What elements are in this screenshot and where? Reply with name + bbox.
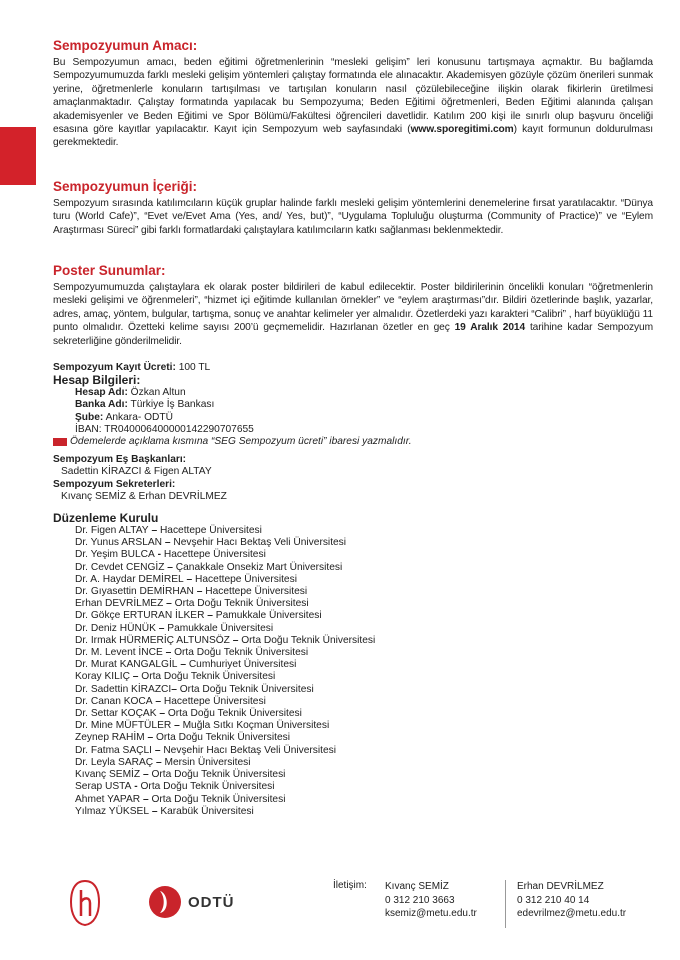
member-institution: Orta Doğu Teknik Üniversitesi: [174, 598, 309, 610]
committee-member: [75, 623, 653, 635]
committee-member: [75, 671, 653, 683]
member-separator: –: [171, 683, 180, 695]
member-name: Kıvanç SEMİZ: [75, 769, 141, 781]
section-text: [53, 281, 653, 348]
committee-member: [75, 598, 653, 610]
member-institution: Cumhuriyet Üniversitesi: [188, 659, 297, 671]
payment-note: [53, 436, 653, 448]
fee-value: 100 TL: [175, 362, 211, 373]
member-separator: –: [152, 695, 164, 707]
member-name: Dr. Settar KOÇAK: [75, 708, 157, 720]
account-title: Hesap Bilgileri:: [53, 373, 141, 388]
contact-divider: [505, 880, 506, 928]
note-marker-icon: [53, 438, 67, 446]
member-name: Dr. Canan KOCA: [75, 695, 153, 707]
member-separator: –: [152, 744, 164, 756]
member-separator: –: [140, 769, 152, 781]
member-separator: –: [148, 525, 160, 537]
member-name: Dr. Murat KANGALGİL: [75, 659, 178, 671]
member-institution: Orta Doğu Teknik Üniversitesi: [151, 793, 286, 805]
member-separator: –: [183, 573, 196, 585]
member-institution: Hacettepe Üniversitesi: [163, 549, 266, 561]
member-name: Dr. A. Haydar DEMİREL: [75, 573, 184, 585]
owner-value: Özkan Altun: [127, 387, 186, 399]
contact-label: İletişim:: [333, 880, 367, 891]
committee-member: [75, 769, 653, 781]
member-separator: –: [155, 622, 168, 634]
committee-member: [75, 562, 653, 574]
member-institution: Karabük Üniversitesi: [160, 805, 254, 817]
red-side-tab: [0, 127, 36, 185]
member-institution: Orta Doğu Teknik Üniversitesi: [151, 769, 286, 781]
member-separator: –: [204, 610, 216, 622]
committee-title: Düzenleme Kurulu: [53, 511, 159, 526]
committee-list: [53, 525, 653, 818]
section-icerik: [53, 179, 653, 237]
iban: İBAN: TR040006400000142290707655: [75, 423, 254, 435]
member-name: Yılmaz YÜKSEL: [75, 805, 149, 817]
odtu-emblem-icon: [148, 885, 182, 919]
member-name: Dr. Mine MÜFTÜLER: [75, 720, 172, 732]
text-part: ) kayıt formunun doldurulması gerekmektedir.: [53, 124, 653, 149]
account-bank: [75, 399, 653, 411]
contact-2: [517, 880, 626, 921]
committee-member: [75, 781, 653, 793]
member-institution: Nevşehir Hacı Bektaş Veli Üniversitesi: [173, 537, 347, 549]
member-separator: –: [144, 732, 156, 744]
chairs-title: Sempozyum Eş Başkanları:: [53, 454, 187, 466]
member-institution: Pamukkale Üniversitesi: [167, 622, 274, 634]
committee-member: [75, 610, 653, 622]
member-separator: –: [162, 537, 174, 549]
member-institution: Orta Doğu Teknik Üniversitesi: [174, 647, 309, 659]
section-poster: [53, 263, 653, 348]
member-separator: –: [162, 647, 175, 659]
section-heading: Sempozyumun İçeriği:: [53, 179, 198, 194]
committee-member: [75, 537, 653, 549]
member-name: Ahmet YAPAR: [75, 793, 141, 805]
bank-value: Türkiye İş Bankası: [127, 399, 215, 411]
member-separator: –: [171, 720, 183, 732]
member-separator: –: [153, 756, 165, 768]
committee-member: [75, 757, 653, 769]
member-institution: Orta Doğu Teknik Üniversitesi: [167, 708, 302, 720]
contact-1: [385, 880, 477, 921]
member-separator: –: [140, 793, 152, 805]
member-name: Dr. Irmak HÜRMERİÇ ALTUNSÖZ: [75, 634, 230, 646]
member-separator: –: [163, 598, 175, 610]
committee-member: [75, 806, 653, 818]
member-separator: –: [148, 805, 161, 817]
member-separator: –: [164, 561, 176, 573]
text-part: Sempozyumumuzda çalıştaylara ek olarak poster bildirileri de kabul edilecektir. Poster bildirilerinin öncelikli konuları “öğretmenlerin mesleki gelişimi ve öğrenmeleri”, “hizmet içi eğitimde kullanılan örnekler” ve “eylem araştırması”dır. Bildiri özetlerinde başlık, yazarlar, adres, amaç, yöntem, bulgular, tartışma, sonuç ve anahtar kelimeler yer almalıdır. Özetlerdeki yazı karakteri “Calibri” , harf büyüklüğü 11 punto olmalıdır. Özetteki kelime sayısı 200’ü geçmemelidir. Hazırlanan özetler en geç: [53, 282, 653, 334]
branch-label: Şube:: [75, 411, 104, 423]
member-separator: -: [154, 549, 164, 561]
member-institution: Hacettepe Üniversitesi: [195, 573, 297, 585]
member-name: Serap USTA: [75, 781, 132, 793]
committee-member: [75, 586, 653, 598]
member-institution: Çanakkale Onsekiz Mart Üniversitesi: [175, 561, 343, 573]
contact-name: Erhan DEVRİLMEZ: [517, 881, 604, 892]
committee-member: [75, 732, 653, 744]
branch-value: Ankara- ODTÜ: [103, 411, 173, 423]
member-name: Dr. Leyla SARAÇ: [75, 756, 154, 768]
member-name: Dr. Deniz HÜNÜK: [75, 622, 156, 634]
chairs-names: Sadettin KİRAZCI & Figen ALTAY: [61, 466, 212, 478]
account-details: [53, 387, 653, 436]
fee-label: Sempozyum Kayıt Ücreti:: [53, 362, 176, 373]
member-name: Dr. Cevdet CENGİZ: [75, 561, 165, 573]
member-institution: Hacettepe Üniversitesi: [159, 525, 262, 537]
section-text: [53, 56, 653, 150]
committee-member: [75, 720, 653, 732]
contact-phone: 0 312 210 40 14: [517, 894, 590, 906]
committee-member: [75, 635, 653, 647]
section-heading: Sempozyumun Amacı:: [53, 38, 198, 53]
account-owner: [75, 387, 653, 399]
member-institution: Orta Doğu Teknik Üniversitesi: [155, 732, 290, 744]
member-institution: Pamukkale Üniversitesi: [215, 610, 322, 622]
committee-member: [75, 659, 653, 671]
contact-email[interactable]: edevrilmez@metu.edu.tr: [517, 908, 627, 919]
account-branch: [75, 412, 653, 424]
member-name: Zeynep RAHİM: [75, 732, 145, 744]
hacettepe-logo-icon: [70, 880, 100, 926]
website-link[interactable]: www.sporegitimi.com: [410, 124, 514, 136]
member-name: Dr. Fatma SAÇLI: [75, 744, 152, 756]
note-text: Ödemelerde açıklama kısmına “SEG Sempozyum ücreti” ibaresi yazmalıdır.: [70, 436, 412, 448]
member-institution: Hacettepe Üniversitesi: [205, 586, 308, 598]
odtu-logo-text: ODTÜ: [188, 893, 235, 911]
info-block: [53, 362, 653, 818]
member-name: Dr. Gökçe ERTURAN İLKER: [75, 610, 205, 622]
committee-member: [75, 696, 653, 708]
member-institution: Orta Doğu Teknik Üniversitesi: [140, 781, 275, 793]
member-separator: –: [177, 659, 189, 671]
committee-member: [75, 684, 653, 696]
member-name: Dr. Figen ALTAY: [75, 525, 149, 537]
section-amac: [53, 38, 653, 150]
bank-label: Banka Adı:: [75, 399, 128, 411]
member-name: Dr. Yunus ARSLAN: [75, 537, 163, 549]
member-name: Dr. Yeşim BULCA: [75, 549, 155, 561]
section-heading: Poster Sunumlar:: [53, 263, 166, 278]
member-institution: Nevşehir Hacı Bektaş Veli Üniversitesi: [163, 744, 337, 756]
contact-name: Kıvanç SEMİZ: [385, 881, 449, 892]
section-text: Sempozyum sırasında katılımcıların küçük gruplar halinde farklı mesleki gelişim yöntemlerini denemelerine fırsat yaratılacaktır. “Dünya turu (World Cafe)”, “Evet ve/Evet Ama (Yes, and/ Yes, but)”, “Uygulama Topluluğu oluşturma (Community of Practice)” ve “Eylem Araştırması Süreci” gibi farklı formatlardaki çalıştaylara katılımcıların katkı sağlanması beklenmektedir.: [53, 198, 653, 236]
text-part: Bu Sempozyumun amacı, beden eğitimi öğretmenlerinin “mesleki gelişim” leri konusunu tartışmaya açmaktır. Bu bağlamda Sempozyumumuzda farklı mesleki gelişim yöntemleri çalıştay formatında ele alınacaktır. Akademisyen gözüyle çözüm önerileri sunmak yerine, öğretmenlerle konuların tartışılması ve tartışılan konuların nasıl çözülebileceğine ilişkin olarak fikirlerin üretilmesi amaçlanmaktadır. Çalıştay formatında yapılacak bu Sempozyuma; Beden Eğitimi öğretmenleri, Beden Eğitimi alanında çalışan akademisyenler ve Beden Eğitimi ve Spor Bölümü/Fakültesi öğrencileri davetlidir. Katılım 200 kişi ile sınırlı olup başvuru önceliği esasına göre kayıtlar yapılacaktır. Kayıt için Sempozyum web sayfasındaki (: [53, 57, 653, 136]
odtu-logo: [148, 885, 235, 919]
member-name: Dr. Sadettin KİRAZCI: [75, 683, 172, 695]
member-institution: Hacettepe Üniversitesi: [163, 695, 266, 707]
committee-member: [75, 647, 653, 659]
committee-member: [75, 745, 653, 757]
fee-line: [53, 362, 653, 374]
member-separator: -: [131, 781, 141, 793]
member-name: Dr. Gıyasettin DEMİRHAN: [75, 586, 194, 598]
member-institution: Muğla Sıtkı Koçman Üniversitesi: [182, 720, 330, 732]
member-name: Dr. M. Levent İNCE: [75, 647, 163, 659]
committee-member: [75, 794, 653, 806]
committee-member: [75, 525, 653, 537]
contact-phone: 0 312 210 3663: [385, 894, 455, 906]
member-institution: Orta Doğu Teknik Üniversitesi: [179, 683, 314, 695]
member-separator: –: [129, 671, 142, 683]
member-institution: Mersin Üniversitesi: [164, 756, 251, 768]
committee-member: [75, 708, 653, 720]
member-name: Koray KILIÇ: [75, 671, 130, 683]
deadline-date: 19 Aralık 2014: [454, 322, 526, 334]
member-institution: Orta Doğu Teknik Üniversitesi: [241, 634, 376, 646]
owner-label: Hesap Adı:: [75, 387, 128, 399]
member-separator: –: [156, 708, 168, 720]
footer: [0, 870, 680, 950]
text-part: tarihine kadar Sempozyum sekreterliğine gönderilmelidir.: [53, 322, 653, 347]
secretaries-title: Sempozyum Sekreterleri:: [53, 478, 176, 490]
member-separator: –: [229, 634, 242, 646]
committee-member: [75, 574, 653, 586]
member-institution: Orta Doğu Teknik Üniversitesi: [141, 671, 276, 683]
committee-member: [75, 549, 653, 561]
secretaries-names: Kıvanç SEMİZ & Erhan DEVRİLMEZ: [61, 490, 227, 502]
contact-email[interactable]: ksemiz@metu.edu.tr: [385, 908, 477, 919]
member-name: Erhan DEVRİLMEZ: [75, 598, 164, 610]
member-separator: –: [193, 586, 206, 598]
